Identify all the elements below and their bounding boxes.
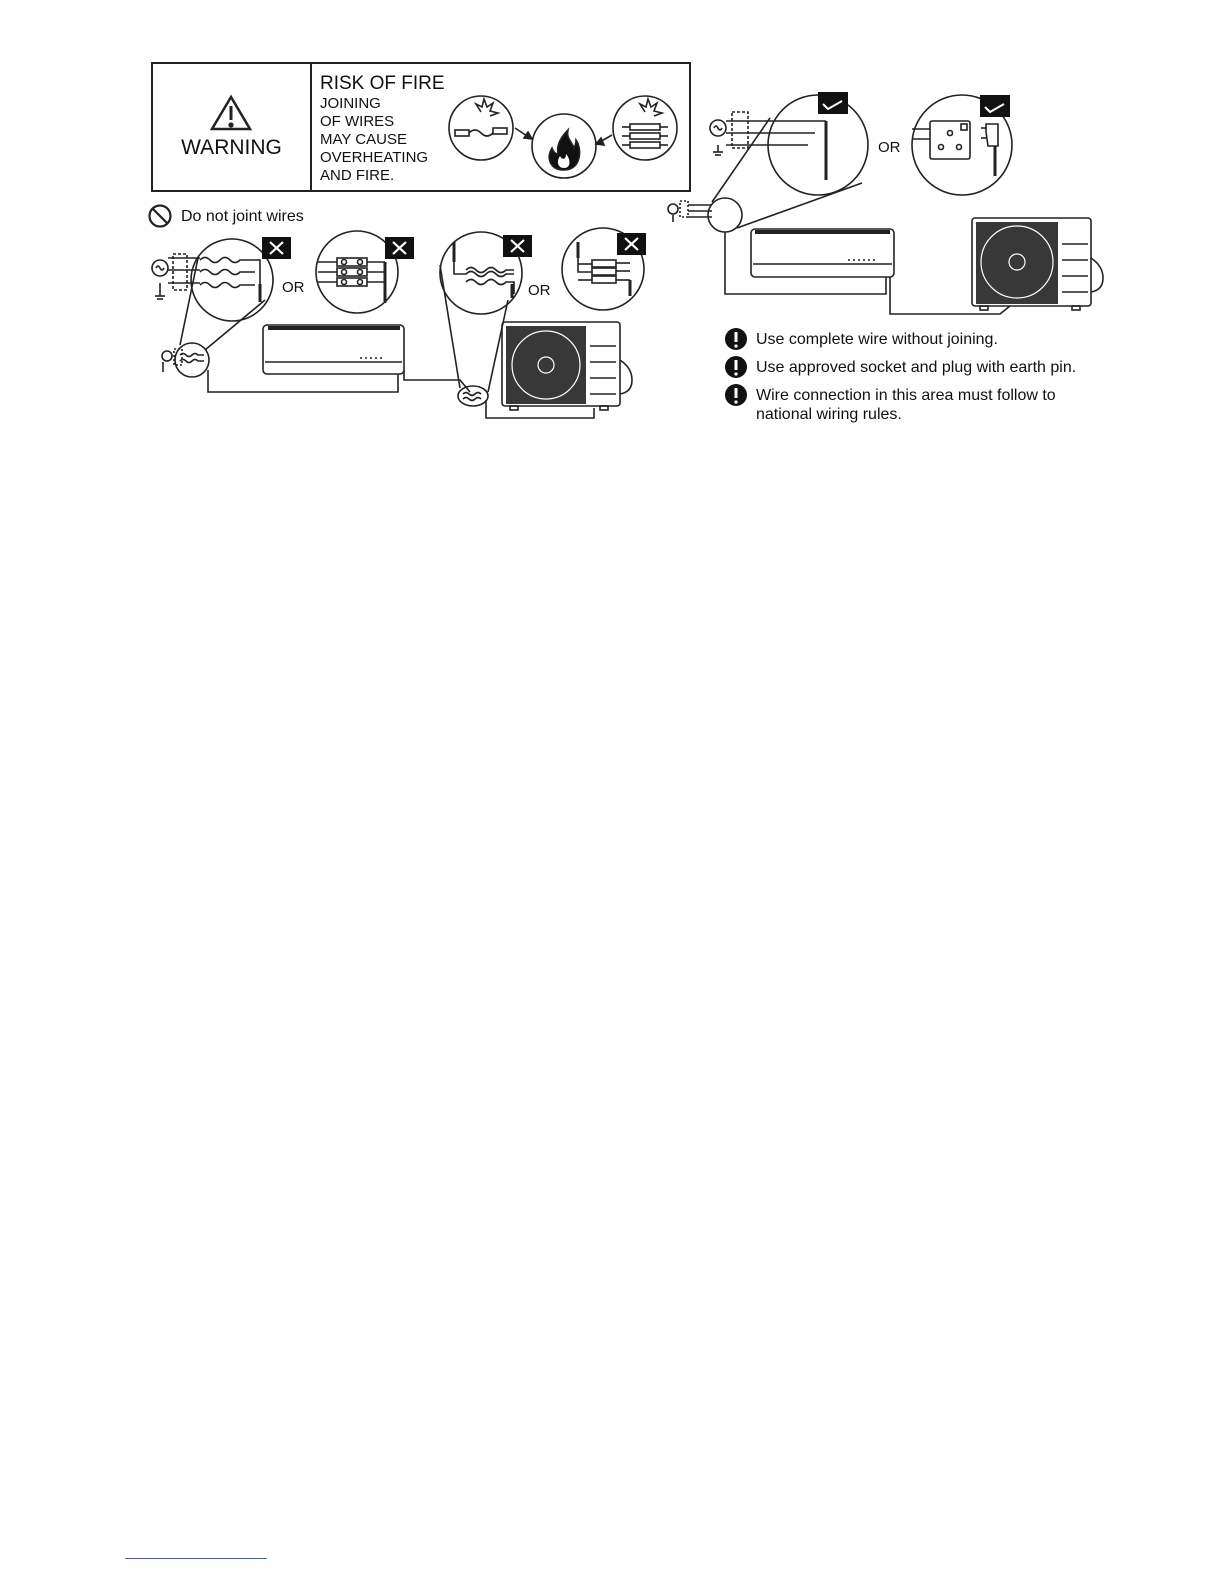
connector-block-left	[318, 258, 385, 303]
note-3: Wire connection in this area must follow to national wiring rules.	[756, 387, 1056, 423]
warning-label: WARNING	[181, 136, 282, 159]
or-label-right: OR	[878, 139, 901, 156]
outdoor-unit-right	[972, 218, 1103, 310]
check-badge-2	[980, 95, 1010, 117]
outdoor-terminal-detail-left	[458, 386, 488, 406]
cross-badge-2	[385, 237, 414, 259]
check-badge-1	[818, 92, 848, 114]
warning-line-2: OF WIRES	[320, 113, 395, 130]
or-label-left-indoor: OR	[282, 279, 305, 296]
prohibited-icon	[150, 206, 171, 227]
prohibited-label: Do not joint wires	[181, 208, 304, 225]
indoor-unit-left	[263, 325, 404, 374]
indoor-unit-right	[751, 229, 894, 277]
supply-detail-small-left	[162, 343, 209, 377]
warning-divider	[310, 64, 312, 190]
warning-panel	[151, 62, 691, 192]
supply-detail-small-right	[668, 198, 742, 232]
warning-line-3: MAY CAUSE	[320, 131, 407, 148]
outdoor-unit-left	[502, 322, 632, 410]
warning-line-4: OVERHEATING	[320, 149, 429, 166]
exclamation-icon-3	[725, 384, 747, 406]
warning-line-1: JOINING	[320, 95, 381, 112]
cross-badge-1	[262, 237, 291, 259]
cross-badge-4	[617, 233, 646, 255]
socket-icon	[912, 121, 970, 159]
or-label-left-outdoor: OR	[528, 282, 551, 299]
exclamation-icon-1	[725, 328, 747, 350]
plug-icon	[981, 124, 998, 176]
twisted-wires-left	[200, 258, 260, 303]
warning-title: RISK OF FIRE	[320, 73, 445, 94]
cross-badge-3	[503, 235, 532, 257]
exclamation-icon-2	[725, 356, 747, 378]
note-1: Use complete wire without joining.	[756, 331, 998, 348]
note-2: Use approved socket and plug with earth pin.	[756, 359, 1077, 376]
footer-rule	[125, 1558, 267, 1559]
warning-line-5: AND FIRE.	[320, 167, 395, 184]
